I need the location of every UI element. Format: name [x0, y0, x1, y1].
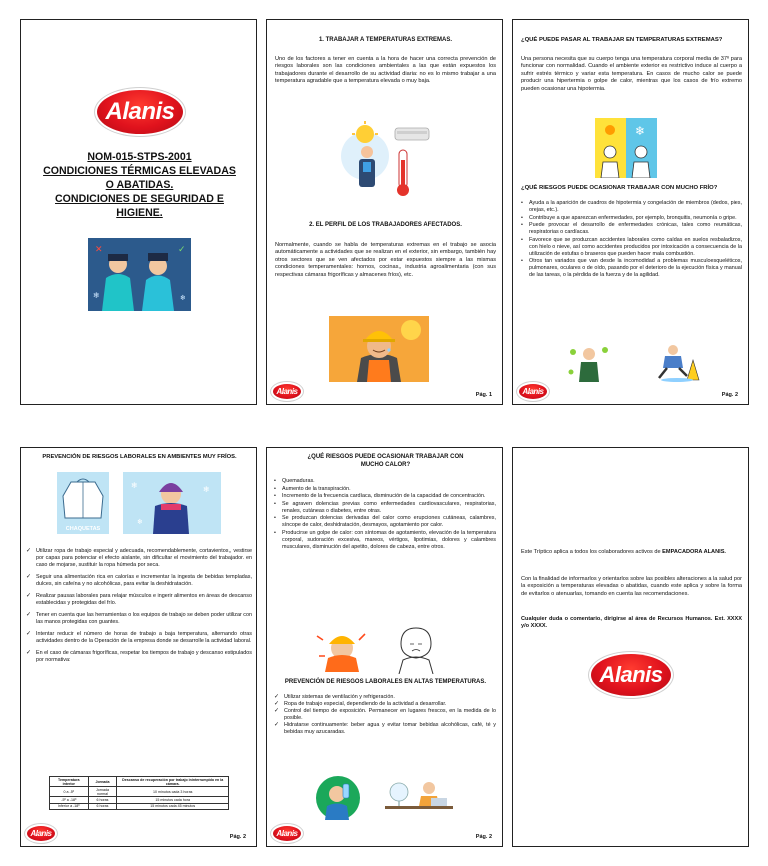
svg-text:❄: ❄: [93, 291, 100, 300]
page-number: Pág. 2: [721, 392, 738, 398]
table-row: [50, 803, 229, 809]
list-item: • Quemaduras.: [274, 478, 496, 485]
table-cell: Inferior a -18º: [50, 803, 89, 809]
table-cell: 15 minutos cada hora: [117, 797, 229, 803]
check-item: ✓ Control del tiempo de exposición. Permanecer en lugares frescos, en la medida de lo posible.: [274, 708, 496, 722]
footer-logo-text: Alanis: [522, 387, 544, 396]
section-heading-1: ¿QUÉ PUEDE PASAR AL TRABAJAR EN TEMPERATURAS EXTREMAS?: [521, 37, 723, 43]
page-number: Pág. 2: [229, 834, 246, 840]
page-number: Pág. 2: [475, 834, 492, 840]
paragraph-2: Normalmente, cuando se habla de temperaturas extremas en el trabajo se asocia automáticamente a actividades que se realizan en el exterior, sin embargo, también hay otros sectores que se ven afectados por estar expuestos siempre a las mismas condiciones temperamentales: hornos, cocinas,, industria agroalimentaria (con sus respectivas cámaras frigoríficas y almacenes fríos), etc.: [275, 242, 496, 278]
paragraph-1: [521, 549, 742, 556]
list-item: • Ayuda a la aparición de cuadros de hipotermia y congelación de miembros (dedos, pies, orejas, etc.).: [521, 200, 742, 214]
list-item: • Se agraven dolencias previas como enfermedades cardiovasculares, respiratorias, renales, cutáneas o diabetes, entre otras.: [274, 501, 496, 515]
cover-title: [25, 150, 254, 220]
paragraph-2: Con la finalidad de informarlos y orientarlos sobre las posibles alteraciones a la salud por la exposición a temperaturas elevadas o abatidas, cuando este aplica y sobre la forma de evitarlos o atenuarlas, tomando en cuenta las recomendaciones.: [521, 576, 742, 597]
list-item: • Aumento de la transpiración.: [274, 486, 496, 493]
page-temperaturas-extremas: [266, 19, 503, 405]
sick-person-illustration: [565, 342, 613, 382]
svg-text:✕: ✕: [95, 245, 103, 255]
footer-logo-text: Alanis: [276, 387, 298, 396]
section-heading-1: ¿QUÉ RIESGOS PUEDE OCASIONAR TRABAJAR CON MUCHO CALOR?: [307, 454, 464, 468]
check-item: ✓ En el caso de cámaras frigoríficas, respetar los tiempos de trabajo y descanso estipulados por normativa:: [26, 650, 252, 664]
list-item: • Producirse un golpe de calor: con síntomas de agotamiento, elevación de la temperatura corporal, sudoración excesiva, mareos, vértigos, lipotimias, dolores y calambres musculares, disminución del apetito, dolores de cabeza, entre otros.: [274, 530, 496, 551]
paragraph-1: Uno de los factores a tener en cuenta a la hora de hacer una correcta prevención de riesgos laborales son las condiciones ambientales a las que están expuestos los trabajadores durante el desarrollo de su actividad diaria: no es lo mismo trabajar a una temperatura agradable que a temperatura elevada o muy baja.: [275, 56, 496, 85]
check-item: ✓ Seguir una alimentación rica en calorías e incrementar la ingesta de bebidas templadas, dulces, sin cafeína y no alcohólicas, para evitar la deshidratación.: [26, 574, 252, 588]
check-item: ✓ Utilizar sistemas de ventilación y refrigeración.: [274, 694, 496, 701]
page-riesgos-calor: [266, 447, 503, 847]
list-item: • Puede provocar el desarrollo de enfermedades crónicas, tales como reumáticas, respiratorias o cardíacas.: [521, 222, 742, 236]
table-header: Descanso de recuperación por trabajo ininterrumpido en la cámara.: [117, 777, 229, 787]
check-item: ✓ Realizar pausas laborales para relajar músculos e ingerir alimentos en áreas de descanso establecidas y protegidas del frío.: [26, 593, 252, 607]
section-heading-2: PREVENCIÓN DE RIESGOS LABORALES EN ALTAS TEMPERATURAS.: [284, 679, 487, 685]
table-cell: -5º a -18º: [50, 797, 89, 803]
page-number: Pág. 1: [475, 392, 492, 398]
paragraph-1-text: Este Tríptico aplica a todos los colaboradores activos de: [521, 549, 663, 555]
drinking-water-illustration: [315, 774, 361, 822]
heat-risks-list: [274, 478, 496, 551]
brand-logo-text: Alanis: [105, 98, 175, 125]
footer-logo-text: Alanis: [276, 829, 298, 838]
svg-text:❄: ❄: [180, 294, 186, 302]
company-name: EMPACADORA ALANIS.: [662, 549, 726, 555]
list-item: • Contribuye a que aparezcan enfermedades, por ejemplo, bronquitis, neumonía o gripe.: [521, 215, 742, 222]
table-cell: Jornada normal: [88, 787, 117, 797]
check-item: ✓ Tener en cuenta que las herramientas o los equipos de trabajo se deben poder utilizar con las manos protegidas con guantes.: [26, 612, 252, 626]
table-cell: 0 a -5º: [50, 787, 89, 797]
footer-logo-text: Alanis: [30, 829, 52, 838]
paragraph-1: Una persona necesita que su cuerpo tenga una temperatura corporal media de 37º para funcionar con normalidad. Cuando el ambiente exterior es restrictivo induce al cuerpo a sufrir estrés térmico y variar esta temperatura. En casos de mucho calor se puede producir una hipertermia o golpe de calor, mientras que los casos de frío extremo pueden ocasionar una hipotermia.: [521, 56, 742, 92]
table-row: [50, 787, 229, 797]
slip-fall-illustration: [653, 342, 705, 382]
brand-logo-text: Alanis: [599, 662, 663, 687]
title-line-4: CONDICIONES DE SEGURIDAD E: [55, 193, 224, 205]
check-item: ✓ Ropa de trabajo especial, dependiendo de la actividad a desarrollar.: [274, 701, 496, 708]
svg-text:❄: ❄: [635, 124, 646, 138]
cold-prevention-list: [26, 548, 252, 669]
list-item: • Otros tan variados que van desde la incomodidad a problemas musculoesqueléticos, pulmonares, oculares o de oído, pasando por el deterioro de la ejecución física y manual de las tareas, o la pérdida de la fuerza y de la agilidad.: [521, 258, 742, 279]
svg-text:✓: ✓: [178, 245, 186, 255]
table-header: Temperatura interior: [50, 777, 89, 787]
fan-office-illustration: [385, 776, 453, 820]
page-aplicacion: [512, 447, 749, 847]
svg-text:❄: ❄: [203, 485, 210, 494]
footer-logo: [273, 826, 301, 841]
check-item: ✓ Intentar reducir el número de horas de trabajo a baja temperatura, alternando otras actividades dentro de la Operación de la empresa donde se desarrolle la actividad laboral.: [26, 631, 252, 645]
table-cell: 6 horas: [88, 803, 117, 809]
footer-logo: [273, 384, 301, 399]
title-line-5: HIGIENE.: [116, 207, 163, 219]
jacket-label: CHAQUETAS: [65, 526, 101, 532]
cold-workers-illustration: [88, 238, 191, 311]
table-cell: 15 minutos cada 45 minutos: [117, 803, 229, 809]
check-item: ✓ Utilizar ropa de trabajo especial y adecuada, recomendablemente, cortavientos,, vestirse por capas para potenciar el efecto aislante, sin dificultar el movimiento del trabajador. en caso de mojarse, sustituir la ropa húmeda por seca.: [26, 548, 252, 569]
table-cell: 6 horas: [88, 797, 117, 803]
cold-chamber-table: [49, 776, 229, 810]
page-riesgos-frio: [512, 19, 749, 405]
heat-prevention-list: [274, 694, 496, 736]
brand-logo: [591, 654, 671, 696]
heat-worker-illustration: [339, 120, 431, 198]
brand-logo: [97, 90, 183, 134]
footer-logo: [519, 384, 547, 399]
cold-woman-illustration: [123, 472, 221, 534]
hot-worker-illustration: [315, 626, 369, 672]
title-line-3: O ABATIDAS.: [105, 179, 174, 191]
fainting-person-illustration: [393, 624, 439, 674]
check-item: ✓ Hidratarse continuamente: beber agua y evitar tomar bebidas alcohólicas, café, té y bebidas muy azucaradas.: [274, 722, 496, 736]
section-heading-2: 2. EL PERFIL DE LOS TRABAJADORES AFECTADOS.: [309, 222, 462, 228]
section-heading-2: ¿QUÉ RIESGOS PUEDE OCASIONAR TRABAJAR CON MUCHO FRÍO?: [521, 185, 718, 191]
title-line-1: NOM-015-STPS-2001: [87, 151, 192, 163]
svg-text:❄: ❄: [137, 518, 143, 526]
jacket-illustration: [57, 472, 109, 534]
svg-text:❄: ❄: [131, 481, 138, 490]
footer-logo: [27, 826, 55, 841]
title-line-2: CONDICIONES TÉRMICAS ELEVADAS: [43, 165, 236, 177]
list-item: • Se produzcan dolencias derivadas del calor como erupciones cutáneas, calambres, síncope de calor, deshidratación, desmayos, agotamiento por calor.: [274, 515, 496, 529]
list-item: • Favorece que se produzcan accidentes laborales como caídas en suelos resbaladizos, con hielo o nieve, así como accidentes producidos por intoxicación a consecuencia de la utilización de estufas o braseros que pueden hacer mala combustión.: [521, 237, 742, 258]
section-heading: PREVENCIÓN DE RIESGOS LABORALES EN AMBIENTES MUY FRÍOS.: [42, 454, 237, 460]
page-prevencion-frio: [20, 447, 257, 847]
sweating-worker-illustration: [329, 316, 429, 382]
list-item: • Incremento de la frecuencia cardíaca, disminución de la capacidad de concentración.: [274, 493, 496, 500]
contact-paragraph: Cualquier duda o comentario, dirigirse al área de Recursos Humanos. Ext. XXXX y/o XXXX.: [521, 616, 742, 630]
hot-cold-illustration: [595, 118, 657, 178]
table-header: Jornada: [88, 777, 117, 787]
cover-page: [20, 19, 257, 405]
section-heading-1: 1. TRABAJAR A TEMPERATURAS EXTREMAS.: [318, 37, 453, 43]
cold-risks-list: [521, 200, 742, 280]
table-cell: 10 minutos cada 3 horas: [117, 787, 229, 797]
